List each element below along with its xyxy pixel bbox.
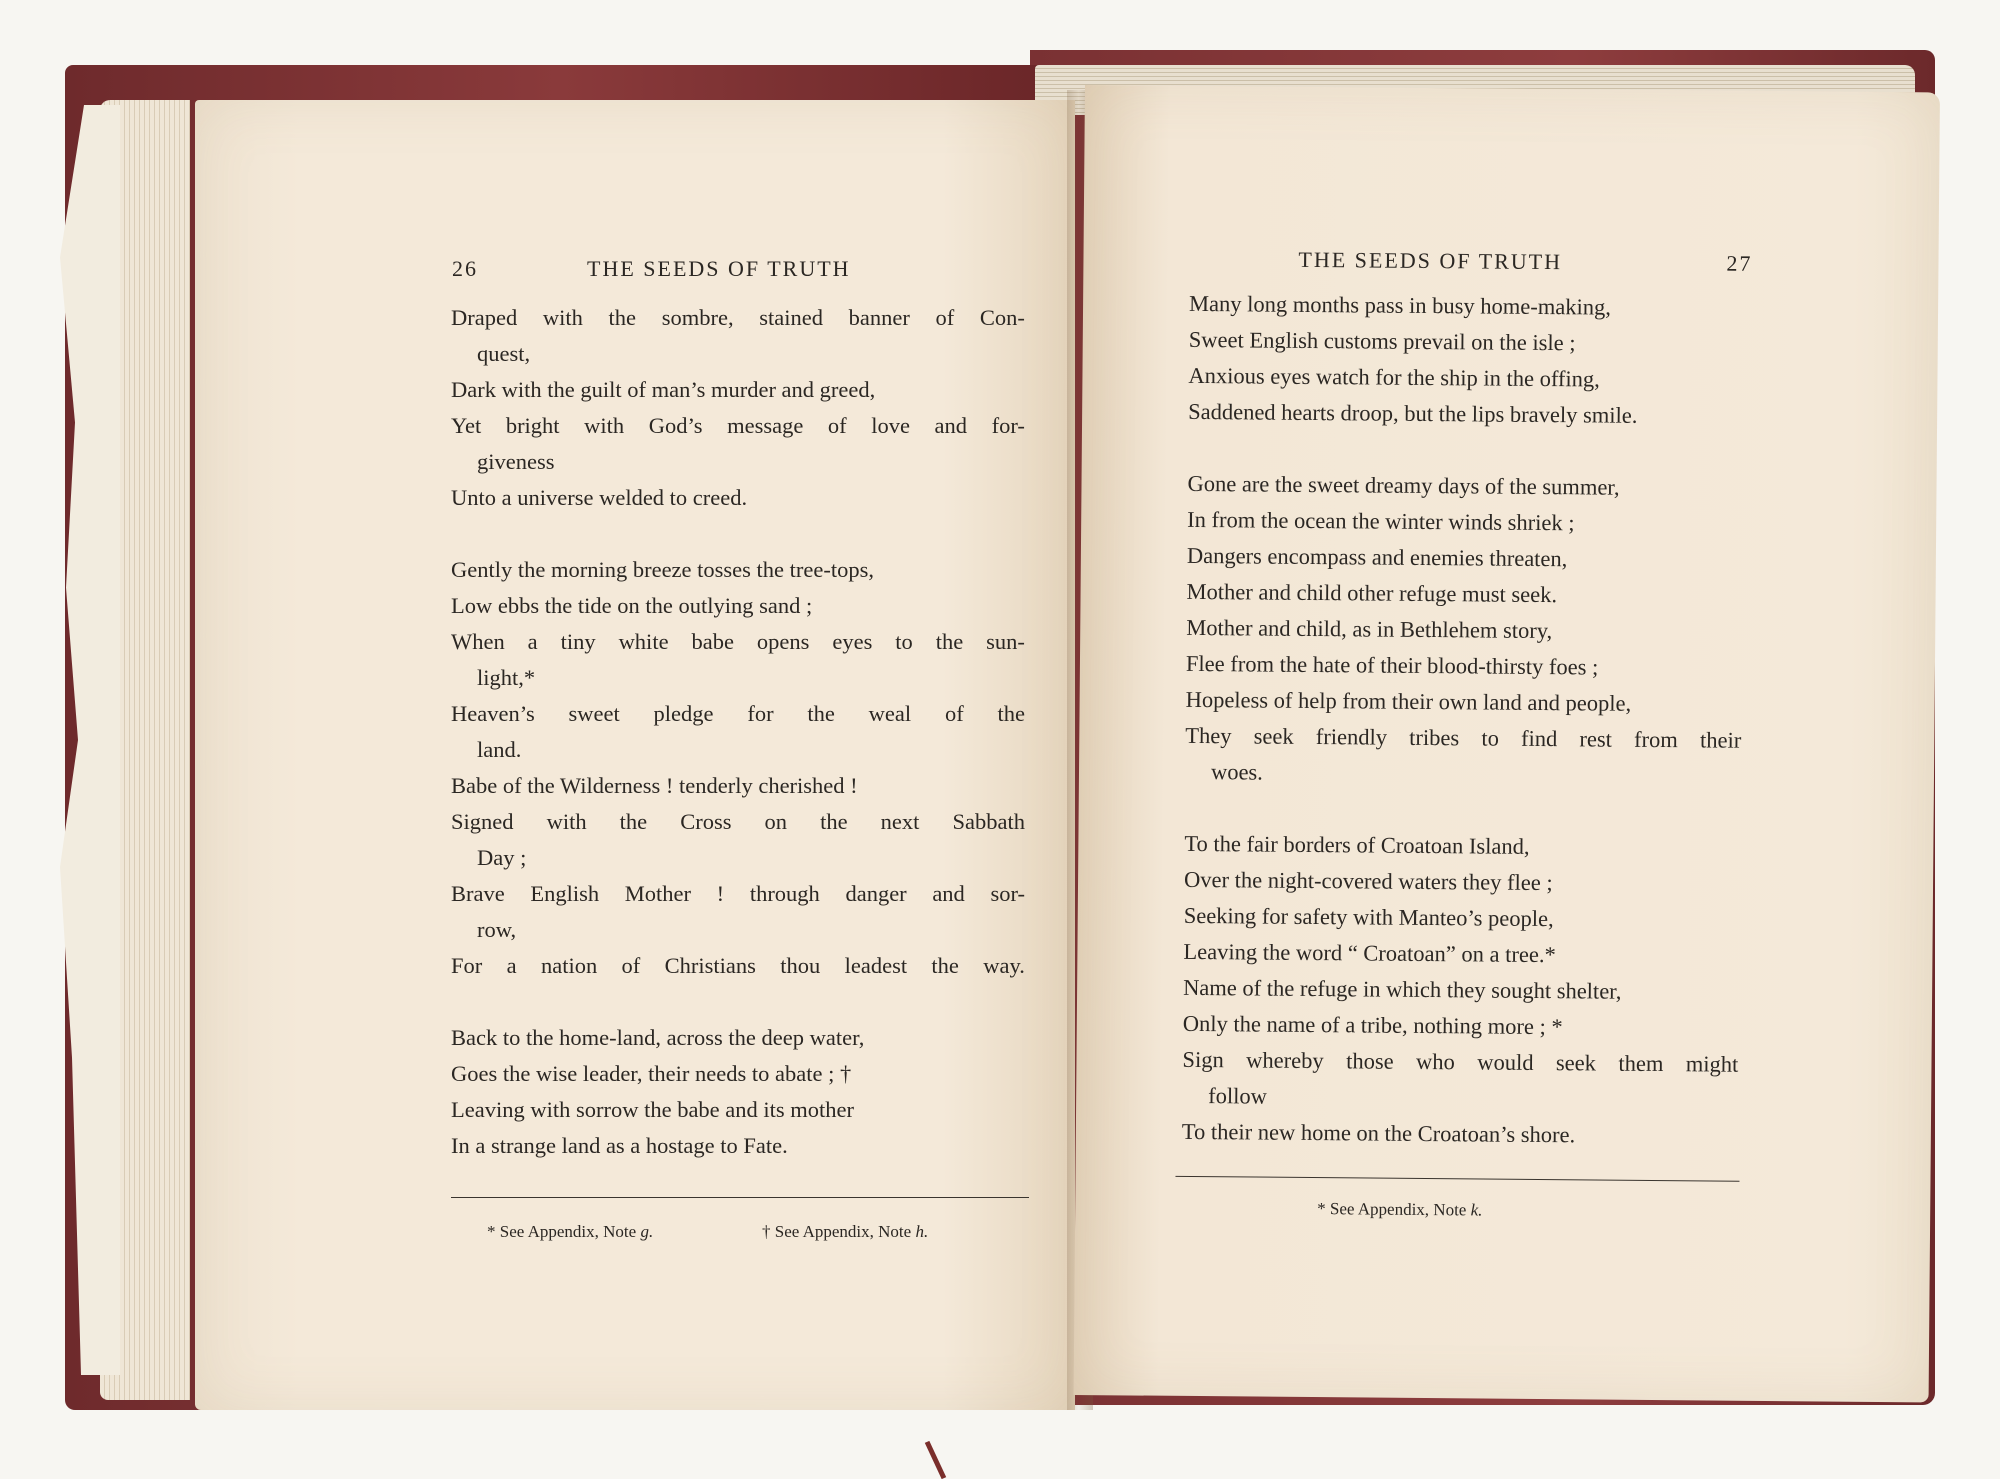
poem-line: Mother and child, as in Bethlehem story, — [1186, 614, 1553, 644]
running-head: THE SEEDS OF TRUTH — [1298, 246, 1563, 275]
left-page — [195, 100, 1075, 1410]
poem-line: Leaving the word “ Croatoan” on a tree.* — [1183, 938, 1556, 968]
poem-line: Gently the morning breeze tosses the tree-tops, — [451, 557, 874, 582]
page-number: 27 — [1726, 250, 1753, 276]
poem-line: follow — [1208, 1083, 1268, 1109]
footnote-rule — [1175, 1176, 1739, 1182]
poem-line: giveness — [477, 449, 555, 474]
poem-line: Flee from the hate of their blood-thirsty foes ; — [1185, 650, 1599, 680]
footnote-note: k. — [1470, 1200, 1483, 1220]
poem-line: To their new home on the Croatoan’s shore. — [1181, 1118, 1576, 1148]
stanza-break — [451, 984, 1025, 1020]
poem-line: woes. — [1210, 759, 1263, 785]
right-page — [1074, 85, 1940, 1402]
poem-text — [451, 300, 1025, 1164]
poem-line: Gone are the sweet dreamy days of the summer, — [1187, 470, 1620, 500]
poem-line: Goes the wise leader, their needs to abate ; † — [451, 1061, 852, 1086]
poem-line: Anxious eyes watch for the ship in the offing, — [1188, 362, 1600, 392]
stanza-break — [1188, 430, 1744, 471]
poem-line: For a nation of Christians thou leadest the way. — [451, 953, 1025, 978]
poem-line: Yet bright with God’s message of love and for- — [451, 413, 1025, 438]
poem-line: Seeking for safety with Manteo’s people, — [1183, 902, 1554, 932]
bookmark-thread — [925, 1441, 946, 1479]
footnote-mark: † — [762, 1222, 771, 1241]
poem-line: Heaven’s sweet pledge for the weal of the — [451, 701, 1025, 726]
footnote — [762, 1222, 928, 1242]
poem-line: Sweet English customs prevail on the isle ; — [1188, 326, 1576, 356]
poem-line: quest, — [477, 341, 531, 366]
footnote-note: g. — [640, 1222, 654, 1241]
stanza-break — [1185, 790, 1741, 831]
poem-line: Dark with the guilt of man’s murder and greed, — [451, 377, 876, 402]
running-head: THE SEEDS OF TRUTH — [587, 256, 851, 281]
poem-line: Low ebbs the tide on the outlying sand ; — [451, 593, 813, 618]
poem-line: Only the name of a tribe, nothing more ; * — [1182, 1010, 1563, 1040]
poem-line: Signed with the Cross on the next Sabbath — [451, 809, 1025, 834]
poem-line: When a tiny white babe opens eyes to the sun- — [451, 629, 1025, 654]
poem-line: In a strange land as a hostage to Fate. — [451, 1133, 788, 1158]
poem-line: Dangers encompass and enemies threaten, — [1186, 542, 1568, 572]
poem-line: Unto a universe welded to creed. — [451, 485, 748, 510]
poem-line: To the fair borders of Croatoan Island, — [1184, 830, 1530, 859]
poem-line: They seek friendly tribes to find rest from their — [1185, 722, 1742, 753]
footnote-note: h. — [915, 1222, 929, 1241]
poem-line: Draped with the sombre, stained banner of Con- — [451, 305, 1025, 330]
poem-line: row, — [477, 917, 517, 942]
poem-text — [1182, 286, 1746, 1155]
footnote-text: See Appendix, Note — [499, 1222, 637, 1241]
footnote-text: See Appendix, Note — [1329, 1199, 1467, 1220]
poem-line: Babe of the Wilderness ! tenderly cherished ! — [451, 773, 858, 798]
footnote — [487, 1222, 653, 1242]
poem-line: In from the ocean the winter winds shriek ; — [1187, 506, 1575, 536]
poem-line: Mother and child other refuge must seek. — [1186, 578, 1558, 608]
poem-line: Saddened hearts droop, but the lips bravely smile. — [1188, 398, 1638, 428]
footnote-rule — [451, 1197, 1029, 1198]
poem-line: Hopeless of help from their own land and people, — [1185, 686, 1632, 716]
poem-line: Day ; — [477, 845, 527, 870]
poem-line: Leaving with sorrow the babe and its mother — [451, 1097, 855, 1122]
footnote-text: See Appendix, Note — [774, 1222, 912, 1241]
poem-line: Brave English Mother ! through danger and sor- — [451, 881, 1025, 906]
poem-line: Name of the refuge in which they sought shelter, — [1183, 974, 1622, 1004]
poem-line: light,* — [477, 665, 536, 690]
stanza-break — [451, 516, 1025, 552]
poem-line: Over the night-covered waters they flee ; — [1183, 866, 1553, 896]
footnote-mark: * — [487, 1222, 496, 1241]
poem-line: land. — [477, 737, 522, 762]
page-number: 26 — [452, 256, 478, 281]
poem-line: Sign whereby those who would seek them might — [1182, 1046, 1739, 1077]
footnote — [1317, 1199, 1482, 1220]
poem-line: Back to the home-land, across the deep water, — [451, 1025, 865, 1050]
open-book — [55, 45, 1945, 1425]
poem-line: Many long months pass in busy home-making, — [1188, 290, 1612, 320]
footnote-mark: * — [1317, 1199, 1326, 1219]
